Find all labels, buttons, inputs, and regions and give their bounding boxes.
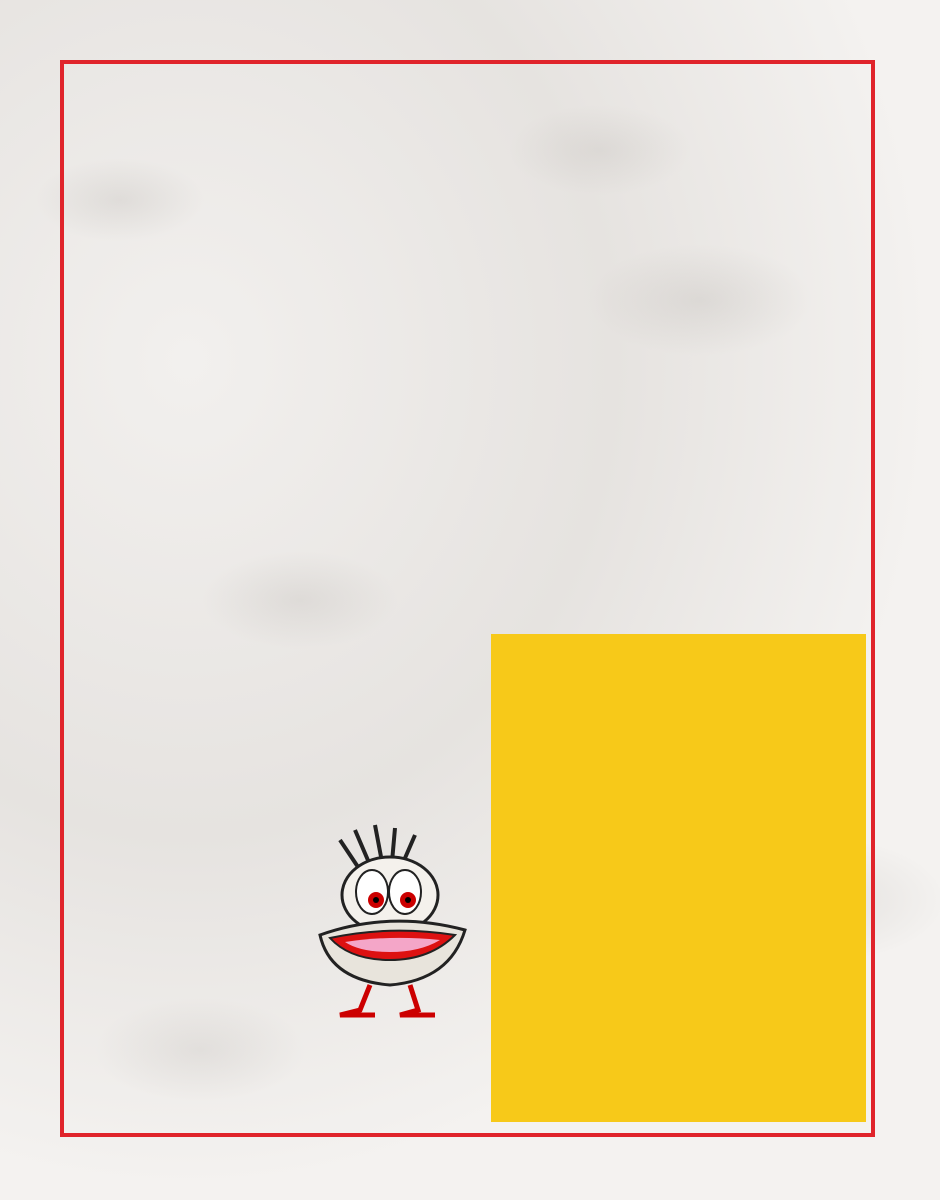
about-us-box <box>491 634 866 1122</box>
ollie-oyster-mascot-icon <box>300 820 480 1020</box>
